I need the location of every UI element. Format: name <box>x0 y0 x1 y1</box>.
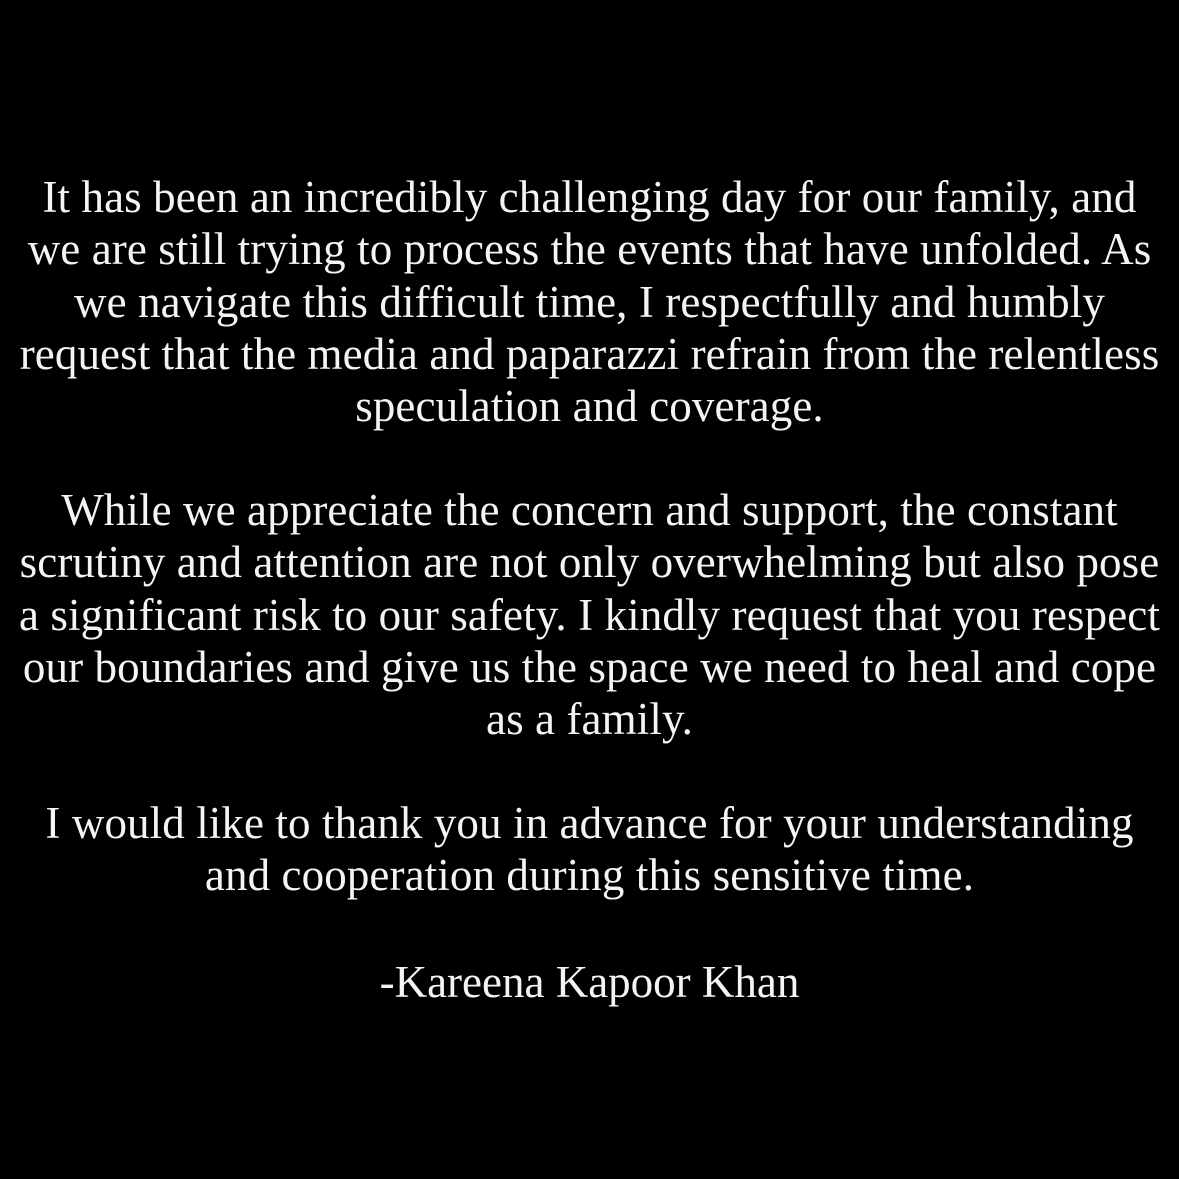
statement-signature: -Kareena Kapoor Khan <box>379 956 800 1007</box>
statement-paragraph-2: While we appreciate the concern and support, the constant scrutiny and attention are not only overwhelming but also pose a significant risk to our safety. I kindly request that you respect our boundaries and give us the space we need to heal and cope as a family. <box>19 485 1172 744</box>
statement-paragraph-1: It has been an incredibly challenging day for our family, and we are still trying to process the events that have unfolded. As we navigate this difficult time, I respectfully and humbly request that the media and paparazzi refrain from the relentless speculation and coverage. <box>19 172 1171 432</box>
statement-text-block <box>18 171 1172 1007</box>
statement-paragraph-3: I would like to thank you in advance for your understanding and cooperation during this sensitive time. <box>45 798 1145 901</box>
